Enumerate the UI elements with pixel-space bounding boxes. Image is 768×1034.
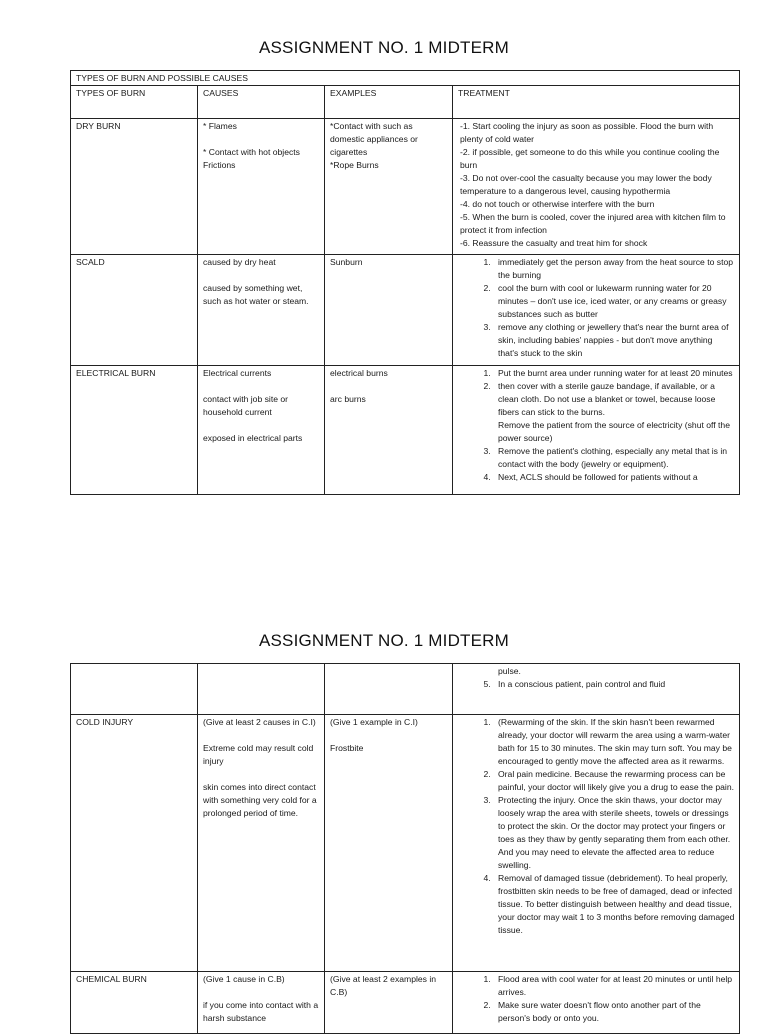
cause-text: * Contact with hot objects xyxy=(203,147,300,157)
cause-text: exposed in electrical parts xyxy=(203,433,303,443)
treatment-list xyxy=(458,973,735,1025)
burn-type-cell: COLD INJURY xyxy=(71,715,198,972)
treatment-step: 4. Removal of damaged tissue (debridement). To heal properly, frostbitten skin needs to be free of damaged, dead or infected tissue. To better distinguish between healthy and dead tissue, your doctor may wait 1 to 3 months before removing damaged tissue. xyxy=(493,872,735,937)
example-text: (Give 1 example in C.I) xyxy=(330,717,418,727)
treatment-continuation: pulse. xyxy=(498,666,521,676)
causes-cell xyxy=(198,972,325,1034)
column-header-types: TYPES OF BURN xyxy=(71,86,198,119)
examples-cell xyxy=(325,366,453,495)
treatment-cell xyxy=(453,664,740,715)
burn-types-table-continued xyxy=(70,663,740,1034)
treatment-step: -3. Do not over-cool the casualty because you may lower the body temperature to a dangerous level, causing hypothermia xyxy=(460,173,712,196)
cause-text: (Give 1 cause in C.B) xyxy=(203,974,285,984)
treatment-step: 1. Flood area with cool water for at least 20 minutes or until help arrives. xyxy=(493,973,735,999)
table-row xyxy=(71,255,740,366)
example-text: (Give at least 2 examples in C.B) xyxy=(330,974,437,997)
table-row xyxy=(71,715,740,972)
treatment-step: -4. do not touch or otherwise interfere with the burn xyxy=(460,199,655,209)
causes-cell xyxy=(198,664,325,715)
cause-text: Frictions xyxy=(203,160,236,170)
table-row xyxy=(71,119,740,255)
treatment-step: 2. Make sure water doesn't flow onto another part of the person's body or onto you. xyxy=(493,999,735,1025)
treatment-list xyxy=(458,367,735,419)
table-row xyxy=(71,972,740,1034)
examples-cell xyxy=(325,715,453,972)
examples-cell xyxy=(325,255,453,366)
table-row xyxy=(71,366,740,495)
column-header-treatment: TREATMENT xyxy=(453,86,740,119)
cause-text: caused by something wet, such as hot water or steam. xyxy=(203,283,309,306)
example-text: Frostbite xyxy=(330,743,364,753)
treatment-step: 1. Put the burnt area under running water for at least 20 minutes xyxy=(493,367,735,380)
table-row xyxy=(71,664,740,715)
treatment-list xyxy=(458,256,735,360)
cause-text: contact with job site or household current xyxy=(203,394,289,417)
document-page-2 xyxy=(0,596,768,1024)
cause-text: (Give at least 2 causes in C.I) xyxy=(203,717,316,727)
treatment-list xyxy=(458,716,735,937)
examples-cell xyxy=(325,119,453,255)
cause-text: skin comes into direct contact with something very cold for a prolonged period of time. xyxy=(203,782,317,818)
example-text: electrical burns xyxy=(330,368,388,378)
treatment-note: Remove the patient from the source of electricity (shut off the power source) xyxy=(498,420,730,443)
treatment-step: 1. (Rewarming of the skin. If the skin hasn't been rewarmed already, your doctor will rewarm the area using a warm-water bath for 15 to 30 minutes. The skin may turn soft. You may be encouraged to gently move the affected area as it rewarms. xyxy=(493,716,735,768)
causes-cell xyxy=(198,119,325,255)
treatment-cell xyxy=(453,255,740,366)
causes-cell xyxy=(198,366,325,495)
example-text: arc burns xyxy=(330,394,366,404)
burn-type-cell: CHEMICAL BURN xyxy=(71,972,198,1034)
cause-text: if you come into contact with a harsh substance xyxy=(203,1000,319,1023)
cause-text: * Flames xyxy=(203,121,237,131)
page-title: ASSIGNMENT NO. 1 MIDTERM xyxy=(258,38,510,57)
burn-type-cell: SCALD xyxy=(71,255,198,366)
column-header-row xyxy=(71,86,740,119)
cause-text: Extreme cold may result cold injury xyxy=(203,743,314,766)
treatment-step: -6. Reassure the casualty and treat him for shock xyxy=(460,238,648,248)
treatment-list xyxy=(458,445,735,484)
table-caption-row xyxy=(71,71,740,86)
treatment-cell xyxy=(453,715,740,972)
treatment-step: 3. Remove the patient's clothing, especially any metal that is in contact with the body (jewelry or equipment). xyxy=(493,445,735,471)
treatment-cell xyxy=(453,972,740,1034)
causes-cell xyxy=(198,715,325,972)
treatment-step: 3. remove any clothing or jewellery that's near the burnt area of skin, including babies' nappies - but don't move anything that's stuck to the skin xyxy=(493,321,735,360)
treatment-step: -1. Start cooling the injury as soon as possible. Flood the burn with plenty of cold water xyxy=(460,121,714,144)
burn-type-cell xyxy=(71,664,198,715)
treatment-step: 2. cool the burn with cool or lukewarm running water for 20 minutes – don't use ice, iced water, or any creams or greasy substances such as butter xyxy=(493,282,735,321)
example-text: Sunburn xyxy=(330,257,363,267)
example-text: *Rope Burns xyxy=(330,160,379,170)
burn-type-cell: ELECTRICAL BURN xyxy=(71,366,198,495)
treatment-step: 2. Oral pain medicine. Because the rewarming process can be painful, your doctor will likely give you a drug to ease the pain. xyxy=(493,768,735,794)
cause-text: Electrical currents xyxy=(203,368,272,378)
burn-types-table xyxy=(70,70,740,495)
treatment-step: 4. Next, ACLS should be followed for patients without a xyxy=(493,471,735,484)
treatment-step: 1. immediately get the person away from the heat source to stop the burning xyxy=(493,256,735,282)
examples-cell xyxy=(325,972,453,1034)
column-header-causes: CAUSES xyxy=(198,86,325,119)
example-text: *Contact with such as domestic appliances or cigarettes xyxy=(330,121,418,157)
table-caption: TYPES OF BURN AND POSSIBLE CAUSES xyxy=(71,71,740,86)
treatment-step: 5. In a conscious patient, pain control and fluid xyxy=(493,678,735,691)
treatment-step: -5. When the burn is cooled, cover the injured area with kitchen film to protect it from infection xyxy=(460,212,726,235)
treatment-step: 3. Protecting the injury. Once the skin thaws, your doctor may loosely wrap the area with sterile sheets, towels or dressings to protect the skin. Or the doctor may protect your fingers or toes as they thaw by gently separating them from each other. And you may need to elevate the affected area to reduce swelling. xyxy=(493,794,735,872)
examples-cell xyxy=(325,664,453,715)
treatment-list xyxy=(458,678,735,691)
treatment-step: -2. if possible, get someone to do this while you continue cooling the burn xyxy=(460,147,720,170)
burn-type-cell: DRY BURN xyxy=(71,119,198,255)
cause-text: caused by dry heat xyxy=(203,257,276,267)
page-title: ASSIGNMENT NO. 1 MIDTERM xyxy=(258,631,510,650)
column-header-examples: EXAMPLES xyxy=(325,86,453,119)
treatment-cell xyxy=(453,366,740,495)
treatment-step: 2. then cover with a sterile gauze bandage, if available, or a clean cloth. Do not use a blanket or towel, because loose fibers can stick to the burns. xyxy=(493,380,735,419)
treatment-cell xyxy=(453,119,740,255)
causes-cell xyxy=(198,255,325,366)
